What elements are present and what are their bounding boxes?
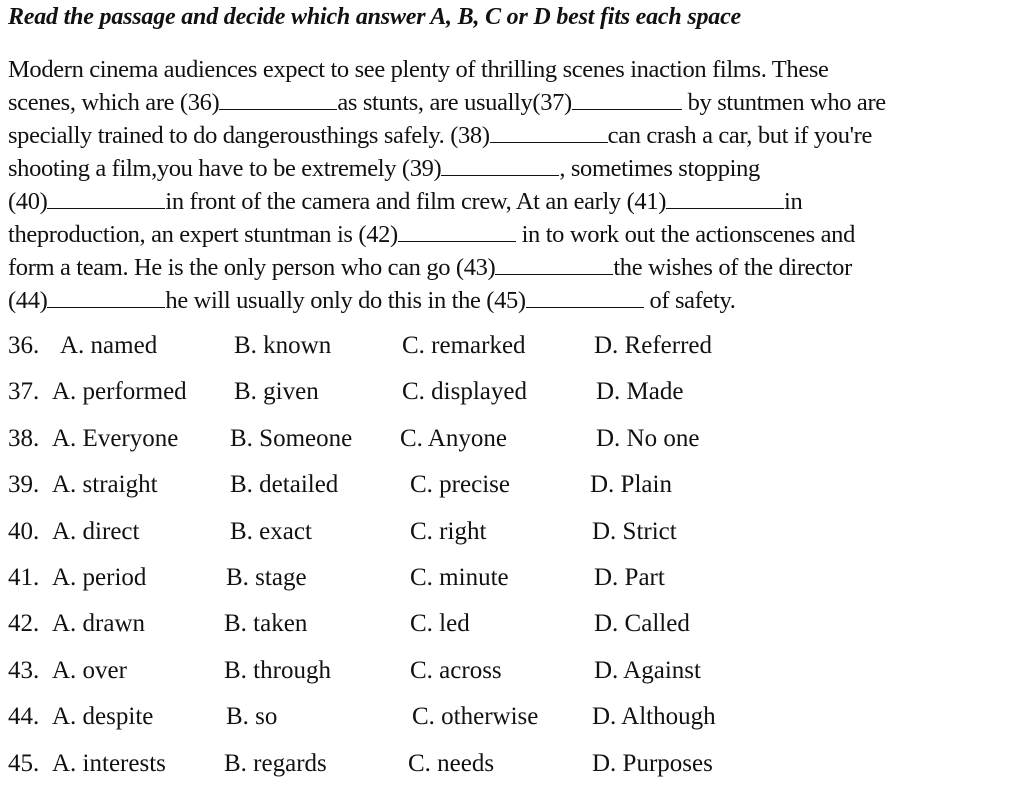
passage-line xyxy=(8,185,1024,218)
option-c[interactable]: C. displayed xyxy=(402,378,527,406)
passage-text: in xyxy=(784,188,803,215)
answer-blank xyxy=(47,285,165,308)
option-d[interactable]: D. No one xyxy=(596,424,700,452)
option-c[interactable]: C. led xyxy=(410,610,470,638)
option-a[interactable]: A. over xyxy=(52,656,127,684)
option-a[interactable]: A. named xyxy=(60,332,158,359)
question-row xyxy=(8,697,1008,743)
option-b[interactable]: B. so xyxy=(226,703,278,731)
option-a[interactable]: A. straight xyxy=(52,471,158,499)
passage-text: form a team. He is the only person who can go (43) xyxy=(8,254,496,281)
option-d[interactable]: D. Strict xyxy=(592,517,677,545)
question-row xyxy=(8,326,1008,372)
page-heading: Read the passage and decide which answer A, B, C or D best fits each space xyxy=(8,4,741,30)
option-b[interactable]: B. given xyxy=(234,378,319,406)
passage-line xyxy=(8,218,1024,251)
question-row xyxy=(8,465,1008,511)
answer-blank xyxy=(219,87,337,110)
option-c[interactable]: C. precise xyxy=(410,471,510,499)
passage-text: the wishes of the director xyxy=(613,254,852,281)
passage-text: scenes, which are (36) xyxy=(8,89,220,116)
answer-blank xyxy=(495,252,613,275)
option-b[interactable]: B. detailed xyxy=(230,471,339,499)
question-number: 39. xyxy=(8,471,40,499)
question-row xyxy=(8,558,1008,604)
passage-text: specially trained to do dangerousthings safely. (38) xyxy=(8,122,490,149)
answer-blank xyxy=(572,87,682,110)
passage-line xyxy=(8,251,1024,284)
passage-text: of safety. xyxy=(643,287,736,314)
passage-text: , sometimes stopping xyxy=(559,155,760,182)
question-number: 40. xyxy=(8,517,40,545)
passage xyxy=(8,53,1024,317)
question-row xyxy=(8,372,1008,418)
option-d[interactable]: D. Plain xyxy=(590,471,672,499)
option-a[interactable]: A. drawn xyxy=(52,610,146,638)
passage-line xyxy=(8,284,1024,317)
question-number: 44. xyxy=(8,703,40,731)
option-c[interactable]: C. across xyxy=(410,656,502,684)
option-c[interactable]: C. otherwise xyxy=(412,703,539,731)
passage-line xyxy=(8,152,1024,185)
option-a[interactable]: A. despite xyxy=(52,703,154,731)
question-number: 45. xyxy=(8,749,40,777)
option-c[interactable]: C. remarked xyxy=(402,332,526,359)
answer-blank xyxy=(666,186,784,209)
question-options xyxy=(8,326,1008,790)
question-row xyxy=(8,651,1008,697)
option-b[interactable]: B. regards xyxy=(224,749,327,777)
question-number: 36. xyxy=(8,332,40,359)
option-a[interactable]: A. direct xyxy=(52,517,140,545)
question-number: 38. xyxy=(8,424,40,452)
question-number: 41. xyxy=(8,563,40,591)
passage-text: (40) xyxy=(8,188,48,215)
passage-text: can crash a car, but if you're xyxy=(607,122,872,149)
option-d[interactable]: D. Although xyxy=(592,703,716,731)
option-b[interactable]: B. through xyxy=(224,656,331,684)
question-row xyxy=(8,744,1008,790)
option-d[interactable]: D. Part xyxy=(594,563,665,591)
option-a[interactable]: A. performed xyxy=(52,378,187,406)
option-b[interactable]: B. known xyxy=(234,332,332,359)
passage-text: by stuntmen who are xyxy=(681,89,886,116)
option-a[interactable]: A. interests xyxy=(52,749,166,777)
option-c[interactable]: C. right xyxy=(410,517,487,545)
passage-line xyxy=(8,86,1024,119)
passage-text: as stunts, are usually(37) xyxy=(337,89,572,116)
option-d[interactable]: D. Called xyxy=(594,610,690,638)
passage-text: he will usually only do this in the (45) xyxy=(165,287,526,314)
option-d[interactable]: D. Purposes xyxy=(592,749,713,777)
option-c[interactable]: C. Anyone xyxy=(400,424,507,452)
option-c[interactable]: C. needs xyxy=(408,749,495,777)
option-a[interactable]: A. period xyxy=(52,563,147,591)
answer-blank xyxy=(490,120,608,143)
passage-text: in front of the camera and film crew, At an early (41) xyxy=(165,188,667,215)
answer-blank xyxy=(398,219,516,242)
passage-text: Modern cinema audiences expect to see plenty of thrilling scenes inaction films. These xyxy=(8,56,829,83)
answer-blank xyxy=(441,153,559,176)
option-d[interactable]: D. Referred xyxy=(594,332,712,359)
option-b[interactable]: B. stage xyxy=(226,563,307,591)
passage-line xyxy=(8,53,1024,86)
option-b[interactable]: B. Someone xyxy=(230,424,353,452)
option-b[interactable]: B. taken xyxy=(224,610,308,638)
question-number: 42. xyxy=(8,610,40,638)
question-number: 37. xyxy=(8,378,40,406)
passage-text: theproduction, an expert stuntman is (42) xyxy=(8,221,398,248)
question-number: 43. xyxy=(8,656,40,684)
option-c[interactable]: C. minute xyxy=(410,563,509,591)
passage-line xyxy=(8,119,1024,152)
question-row xyxy=(8,512,1008,558)
option-d[interactable]: D. Made xyxy=(596,378,684,406)
answer-blank xyxy=(526,285,644,308)
passage-text: (44) xyxy=(8,287,48,314)
question-row xyxy=(8,419,1008,465)
question-row xyxy=(8,604,1008,650)
option-d[interactable]: D. Against xyxy=(594,656,701,684)
passage-text: shooting a film,you have to be extremely (39) xyxy=(8,155,442,182)
option-b[interactable]: B. exact xyxy=(230,517,312,545)
answer-blank xyxy=(47,186,165,209)
passage-text: in to work out the actionscenes and xyxy=(515,221,855,248)
option-a[interactable]: A. Everyone xyxy=(52,424,179,452)
